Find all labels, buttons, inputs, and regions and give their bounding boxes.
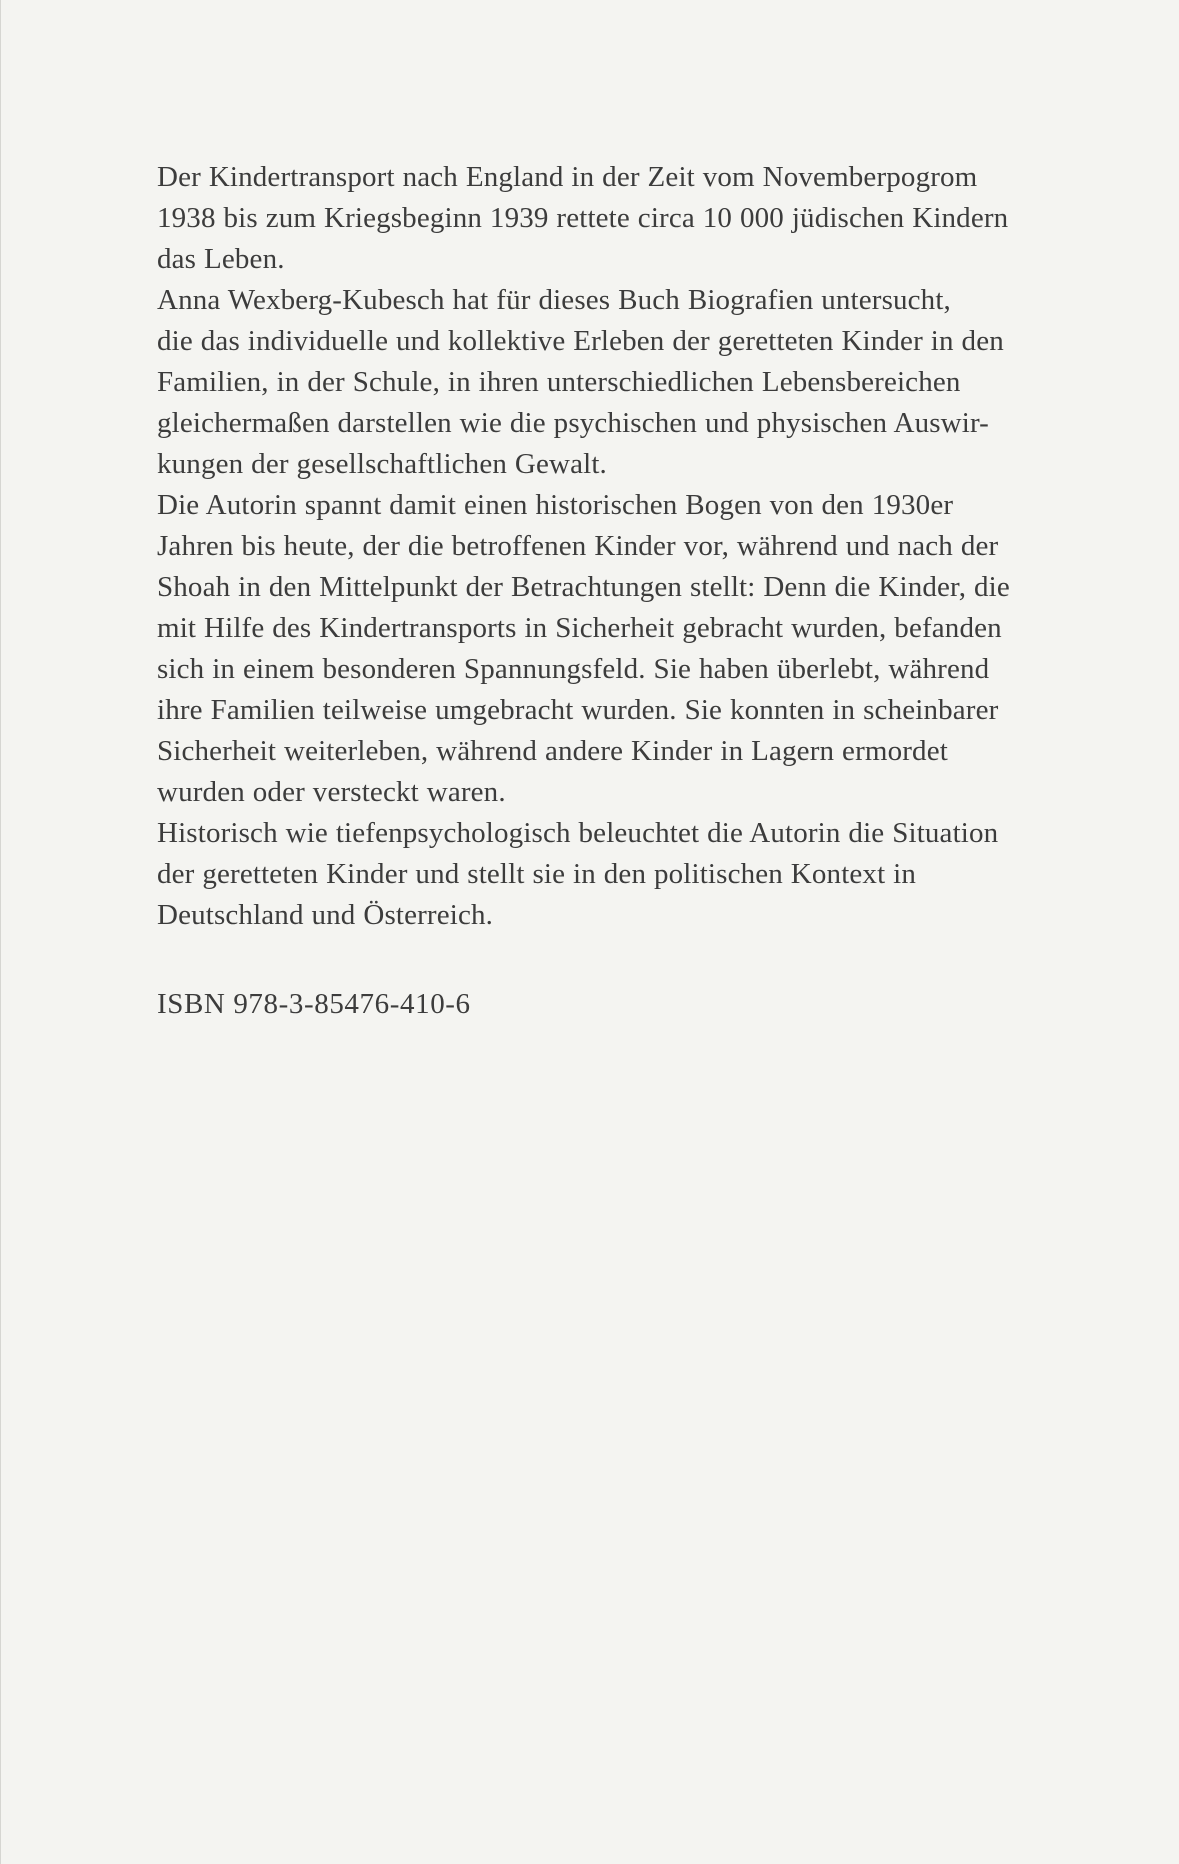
- blurb-line: das Leben.: [157, 243, 285, 275]
- blurb-line: Jahren bis heute, der die betroffenen Kinder vor, während und nach der: [157, 530, 999, 562]
- blurb-line: Der Kindertransport nach England in der Zeit vom Novemberpogrom: [157, 161, 978, 193]
- blurb-line: Familien, in der Schule, in ihren unterschiedlichen Lebensbereichen: [157, 366, 961, 398]
- blurb-line: Deutschland und Österreich.: [157, 899, 494, 931]
- blurb-line: Die Autorin spannt damit einen historischen Bogen von den 1930er: [157, 489, 954, 521]
- blurb-line: wurden oder versteckt waren.: [157, 776, 506, 808]
- isbn: ISBN 978-3-85476-410-6: [157, 988, 471, 1020]
- blurb-line: der geretteten Kinder und stellt sie in den politischen Kontext in: [157, 858, 917, 890]
- blurb-text: [157, 157, 1037, 936]
- blurb-line: 1938 bis zum Kriegsbeginn 1939 rettete circa 10 000 jüdischen Kindern: [157, 202, 1009, 234]
- blurb-line: mit Hilfe des Kindertransports in Sicherheit gebracht wurden, befanden: [157, 612, 1002, 644]
- blurb-line: ihre Familien teilweise umgebracht wurden. Sie konnten in scheinbarer: [157, 694, 999, 726]
- blurb-line: Anna Wexberg-Kubesch hat für dieses Buch Biografien untersucht,: [157, 284, 951, 316]
- blurb-line: kungen der gesellschaftlichen Gewalt.: [157, 448, 607, 480]
- blurb-line: gleichermaßen darstellen wie die psychischen und physischen Auswir-: [157, 407, 989, 439]
- blurb-line: sich in einem besonderen Spannungsfeld. Sie haben überlebt, während: [157, 653, 990, 685]
- blurb-line: Sicherheit weiterleben, während andere Kinder in Lagern ermordet: [157, 735, 948, 767]
- blurb-line: die das individuelle und kollektive Erleben der geretteten Kinder in den: [157, 325, 1004, 357]
- blurb-line: Shoah in den Mittelpunkt der Betrachtungen stellt: Denn die Kinder, die: [157, 571, 1010, 603]
- blurb-line: Historisch wie tiefenpsychologisch beleuchtet die Autorin die Situation: [157, 817, 999, 849]
